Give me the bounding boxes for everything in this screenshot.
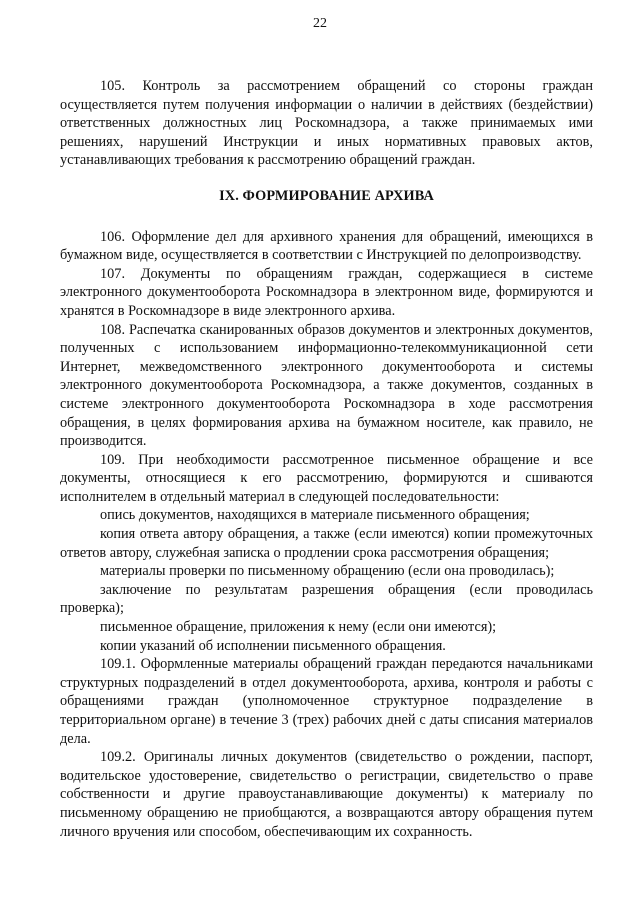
paragraph-108: 108. Распечатка сканированных образов документов и электронных документов, полученных с использованием информационно-телекоммуникационной сети Интернет, межведомственного электронного документооборота и системы электронного документооборота Роскомнадзора, а также документов, созданных в системе электронного документооборота Роскомнадзора в ходе рассмотрения обращения, в целях формирования архива на бумажном носителе, как правило, не производится. xyxy=(60,321,593,450)
list-item-instructions-copies: копии указаний об исполнении письменного обращения. xyxy=(100,637,446,654)
list-item-inventory: опись документов, находящихся в материале письменного обращения; xyxy=(100,507,530,524)
list-item-conclusion: заключение по результатам разрешения обращения (если проводилась проверка); xyxy=(60,581,593,617)
paragraph-109-2: 109.2. Оригиналы личных документов (свидетельство о рождении, паспорт, водительское удостоверение, свидетельство о регистрации, свидетельство о праве собственности и другие правоустанавливающие документы) к материалу по письменному обращению не приобщаются, а возвращаются автору обращения путем личного вручения или способом, обеспечивающим их сохранность. xyxy=(60,749,593,840)
list-item-written-appeal: письменное обращение, приложения к нему (если они имеются); xyxy=(100,619,497,636)
paragraph-105: 105. Контроль за рассмотрением обращений со стороны граждан осуществляется путем получения информации о наличии в действиях (бездействии) ответственных должностных лиц Роскомнадзора, а также принимаемых ими решениях, нарушений Инструкции и иных нормативных правовых актов, устанавливающих требования к рассмотрению обращений граждан. xyxy=(60,78,593,169)
paragraph-106: 106. Оформление дел для архивного хранения для обращений, имеющихся в бумажном виде, осуществляется в соответствии с Инструкцией по делопроизводству. xyxy=(60,228,593,264)
paragraph-107: 107. Документы по обращениям граждан, содержащиеся в системе электронного документооборота Роскомнадзора в электронном виде, формируются и хранятся в Роскомнадзоре в виде электронного архива. xyxy=(60,265,593,319)
list-item-inspection-materials: материалы проверки по письменному обращению (если она проводилась); xyxy=(100,563,555,580)
paragraph-109-1: 109.1. Оформленные материалы обращений граждан передаются начальниками структурных подразделений в отдел документооборота, архива, контроля и работы с обращениями граждан (уполномоченное структурное подразделение в территориальном органе) в течение 3 (трех) рабочих дней с даты списания материалов дела. xyxy=(60,656,593,747)
section-heading: IX. ФОРМИРОВАНИЕ АРХИВА xyxy=(219,187,434,204)
list-item-reply-copy: копия ответа автору обращения, а также (если имеются) копии промежуточных ответов автору, служебная записка о продлении срока рассмотрения обращения; xyxy=(60,526,593,561)
paragraph-109: 109. При необходимости рассмотренное письменное обращение и все документы, относящиеся к его рассмотрению, формируются и сшиваются исполнителем в отдельный материал в следующей последовательности: xyxy=(60,451,593,505)
page-number: 22 xyxy=(313,16,327,31)
page-content xyxy=(60,77,593,841)
